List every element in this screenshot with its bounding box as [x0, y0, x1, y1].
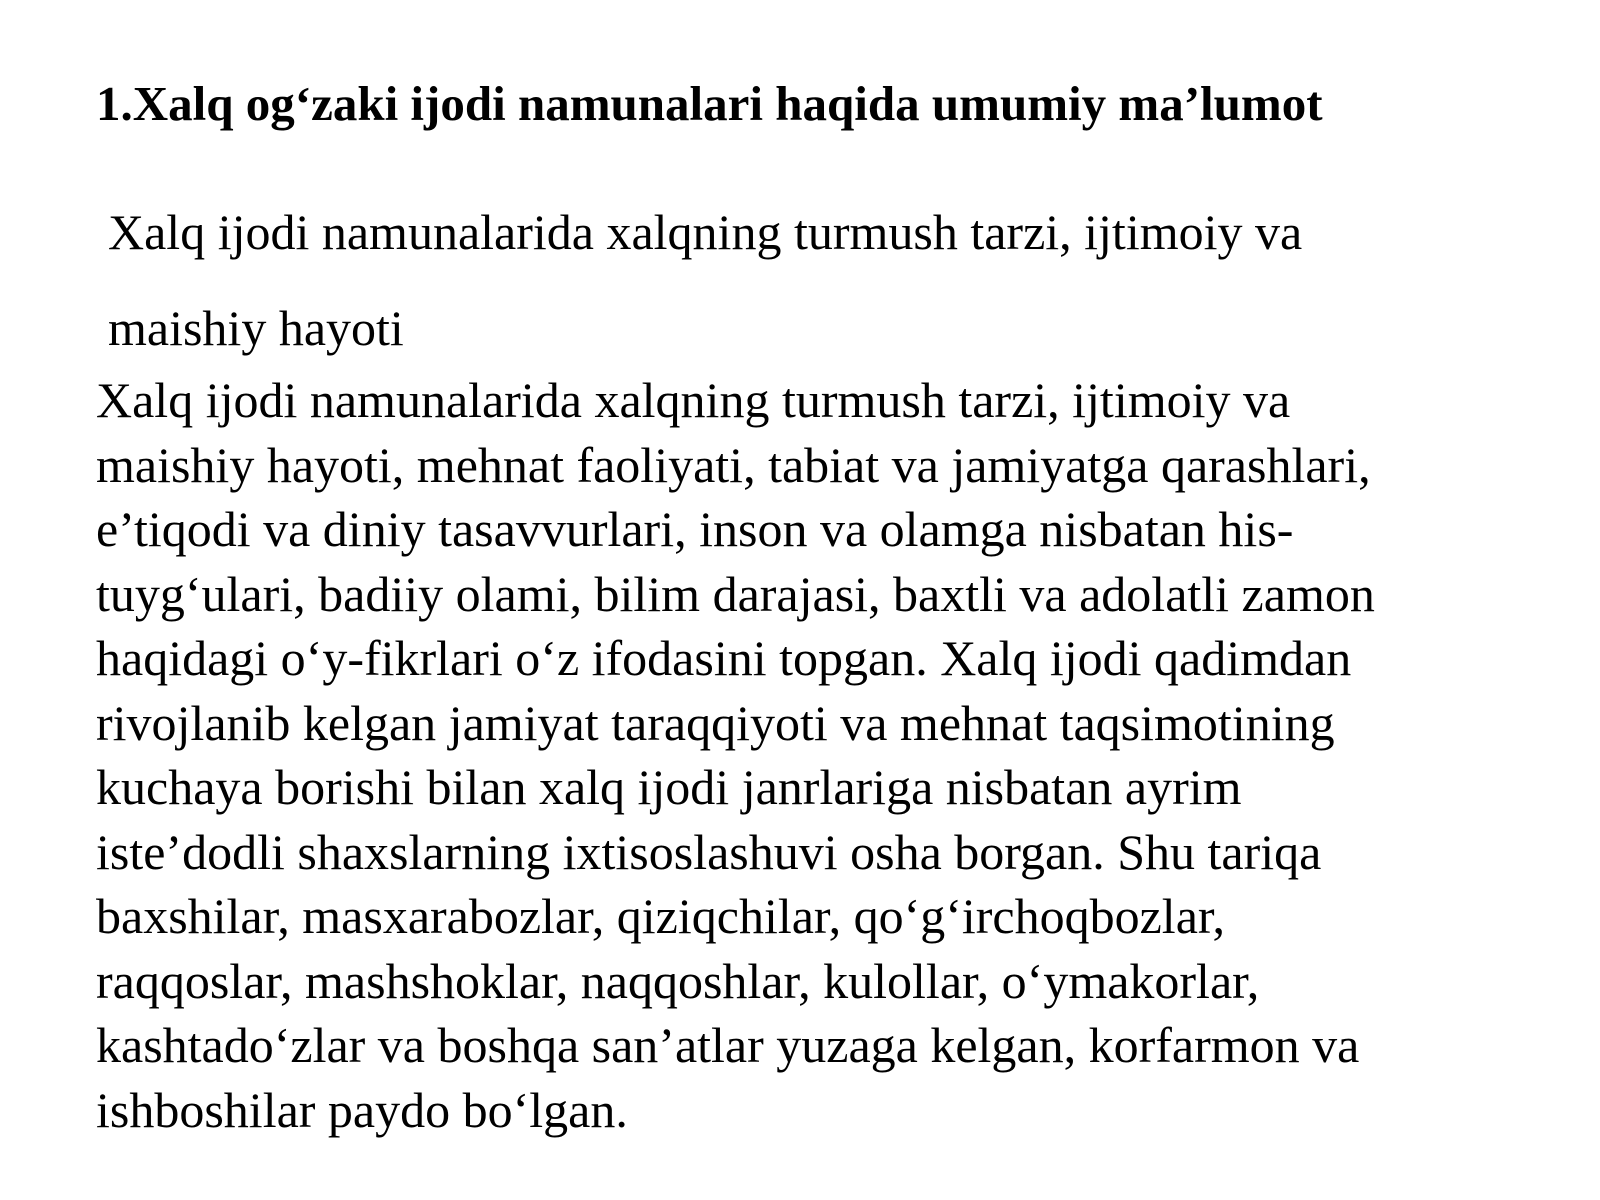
body-line: ishboshilar paydo bo‘lgan. [96, 1081, 628, 1138]
body-line: rivojlanib kelgan jamiyat taraqqiyoti va mehnat taqsimotining [96, 694, 1335, 751]
body-paragraph [96, 368, 1496, 1142]
subtitle-line: maishiy hayoti [108, 300, 404, 356]
body-line: Xalq ijodi namunalarida xalqning turmush tarzi, ijtimoiy va [96, 372, 1291, 428]
subtitle [96, 184, 1516, 376]
subtitle-line: Xalq ijodi namunalarida xalqning turmush tarzi, ijtimoiy va [108, 204, 1303, 260]
body-line: haqidagi o‘y-fikrlari o‘z ifodasini topgan. Xalq ijodi qadimdan [96, 630, 1352, 686]
body-line: baxshilar, masxarabozlar, qiziqchilar, qo‘g‘irchoqbozlar, [96, 888, 1226, 944]
body-line: e’tiqodi va diniy tasavvurlari, inson va olamga nisbatan his- [96, 501, 1294, 557]
body-line: kashtado‘zlar va boshqa san’atlar yuzaga kelgan, korfarmon va [96, 1017, 1360, 1073]
body-line: kuchaya borishi bilan xalq ijodi janrlariga nisbatan ayrim [96, 759, 1242, 815]
body-line: tuyg‘ulari, badiiy olami, bilim darajasi, baxtli va adolatli zamon [96, 565, 1375, 622]
body-line: raqqoslar, mashshoklar, naqqoshlar, kulollar, o‘ymakorlar, [96, 952, 1260, 1009]
section-heading: 1.Xalq og‘zaki ijodi namunalari haqida umumiy ma’lumot [96, 76, 1323, 131]
body-line: maishiy hayoti, mehnat faoliyati, tabiat va jamiyatga qarashlari, [96, 436, 1371, 493]
body-line: iste’dodli shaxslarning ixtisoslashuvi osha borgan. Shu tariqa [96, 823, 1322, 880]
